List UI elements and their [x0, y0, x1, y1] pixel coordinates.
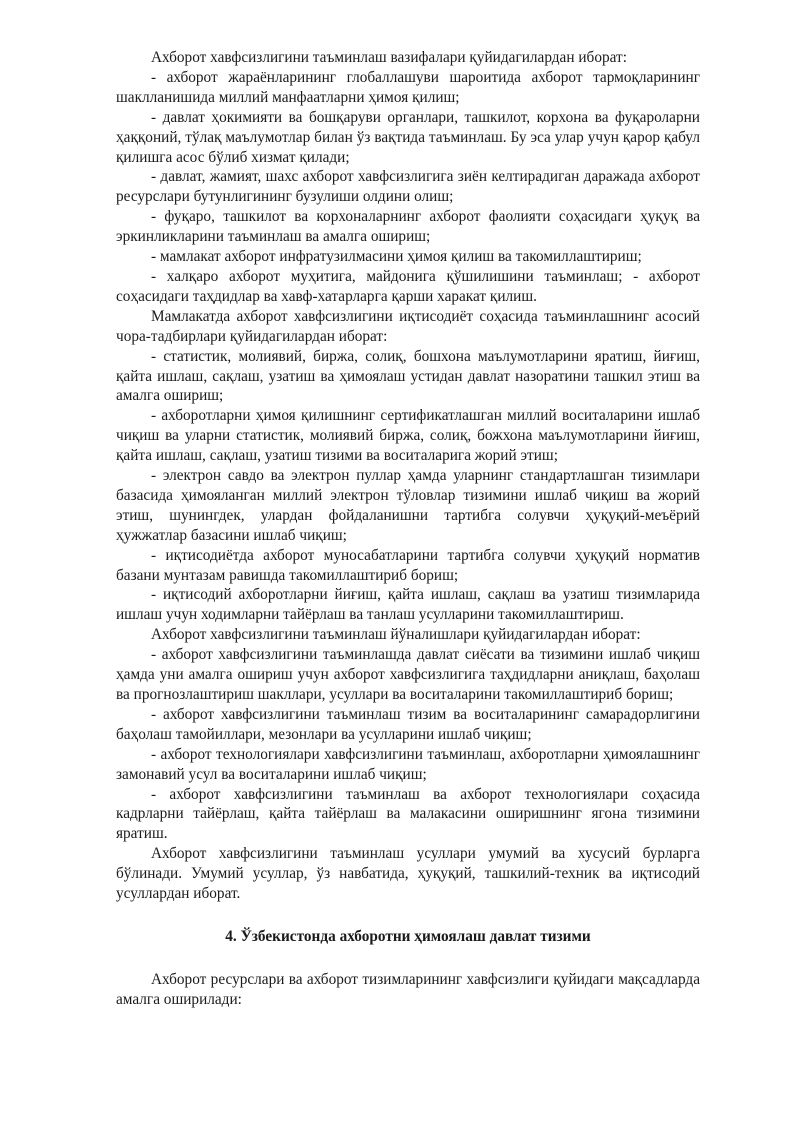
paragraph: Ахборот хавфсизлигини таъминлаш усуллари умумий ва хусусий бурларга бўлинади. Умумий усуллар, ўз навбатида, ҳуқуқий, ташкилий-техник ва иқтисодий усуллардан иборат. — [116, 845, 700, 903]
list-item: - фуқаро, ташкилот ва корхоналарнинг ахборот фаолияти соҳасидаги ҳуқуқ ва эркинликларини таъминлаш ва амалга ошириш; — [116, 208, 700, 246]
list-item: - ахборот хавфсизлигини таъминлашда давлат сиёсати ва тизимини ишлаб чиқиш ҳамда уни амалга ошириш учун ахборот хавфсизлигига таҳдидларни аниқлаш, баҳолаш ва прогнозлаштириш шакллари, усуллари ва воситаларини такомиллаштириб бориш; — [116, 646, 700, 703]
section-heading: 4. Ўзбекистонда ахборотни ҳимоялаш давлат тизими — [225, 927, 591, 945]
list-item: - статистик, молиявий, биржа, солиқ, бошхона маълумотларини яратиш, йиғиш, қайта ишлаш, сақлаш, узатиш ва ҳимоялаш устидан давлат назоратини ташкил этиш ва амалга ошириш; — [116, 347, 700, 405]
list-item: - мамлакат ахборот инфратузилмасини ҳимоя қилиш ва такомиллаштириш; — [151, 248, 642, 266]
list-item: - иқтисодиётда ахборот муносабатларини тартибга солувчи ҳуқуқий норматив базани мунтазам равишда такомиллаштириб бориш; — [116, 546, 700, 584]
list-item: - электрон савдо ва электрон пуллар ҳамда уларнинг стандартлашган тизимлари базасида ҳимояланган миллий электрон тўловлар тизимини ишлаб чиқиш ва жорий этиш, шунингдек, улардан фойдаланишни тартибга солувчи ҳуқуқий-меъёрий ҳужжатлар базасини ишлаб чиқиш; — [116, 467, 700, 544]
paragraph: Ахборот хавфсизлигини таъминлаш йўналишлари қуйидагилардан иборат: — [151, 626, 641, 644]
list-item: - давлат, жамият, шахс ахборот хавфсизлигига зиён келтирадиган даражада ахборот ресурслари бутунлигининг бузулиши олдини олиш; — [116, 168, 700, 206]
document-page — [116, 48, 700, 1010]
list-item: - ахборотларни ҳимоя қилишнинг сертификатлашган миллий воситаларини ишлаб чиқиш ва уларни статистик, молиявий биржа, солиқ, божхона маълумотларини йиғиш, қайта ишлаш, сақлаш, узатиш тизими ва воситаларига жорий этиш; — [116, 407, 700, 465]
paragraph: Мамлакатда ахборот хавфсизлигини иқтисодиёт соҳасида таъминлашнинг асосий чора-тадбирлари қуйидагилардан иборат: — [116, 307, 700, 345]
list-item: - ахборот хавфсизлигини таъминлаш тизим ва воситаларининг самарадорлигини баҳолаш тамойиллари, мезонлари ва усулларини ишлаб чиқиш; — [116, 705, 700, 743]
paragraph: Ахборот хавфсизлигини таъминлаш вазифалари қуйидагилардан иборат: — [151, 49, 627, 66]
list-item: - иқтисодий ахборотларни йиғиш, қайта ишлаш, сақлаш ва узатиш тизимларида ишлаш учун ходимларни тайёрлаш ва танлаш усулларини такомиллаштириш. — [116, 586, 700, 624]
list-item: - ахборот хавфсизлигини таъминлаш ва ахборот технологиялари соҳасида кадрларни тайёрлаш, қайта тайёрлаш ва малакасини оширишнинг ягона тизимини яратиш. — [116, 785, 700, 843]
paragraph: Ахборот ресурслари ва ахборот тизимларининг хавфсизлиги қуйидаги мақсадларда амалга оширилади: — [116, 970, 700, 1008]
list-item: - ахборот жараёнларининг глобаллашуви шароитида ахборот тармоқларининг шаклланишида миллий манфаатларни ҳимоя қилиш; — [116, 68, 700, 106]
list-item: - халқаро ахборот муҳитига, майдонига қўшилишини таъминлаш; - ахборот соҳасидаги таҳдидлар ва хавф-хатарларга қарши харакат қилиш. — [116, 267, 700, 305]
list-item: - давлат ҳокимияти ва бошқаруви органлари, ташкилот, корхона ва фуқароларни ҳаққоний, тўлақ маълумотлар билан ўз вақтида таъминлаш. Бу эса улар учун қарор қабул қилишга асос бўлиб хизмат қилади; — [116, 108, 700, 166]
list-item: - ахборот технологиялари хавфсизлигини таъминлаш, ахборотларни ҳимоялашнинг замонавий усул ва воситаларини ишлаб чиқиш; — [116, 745, 700, 783]
